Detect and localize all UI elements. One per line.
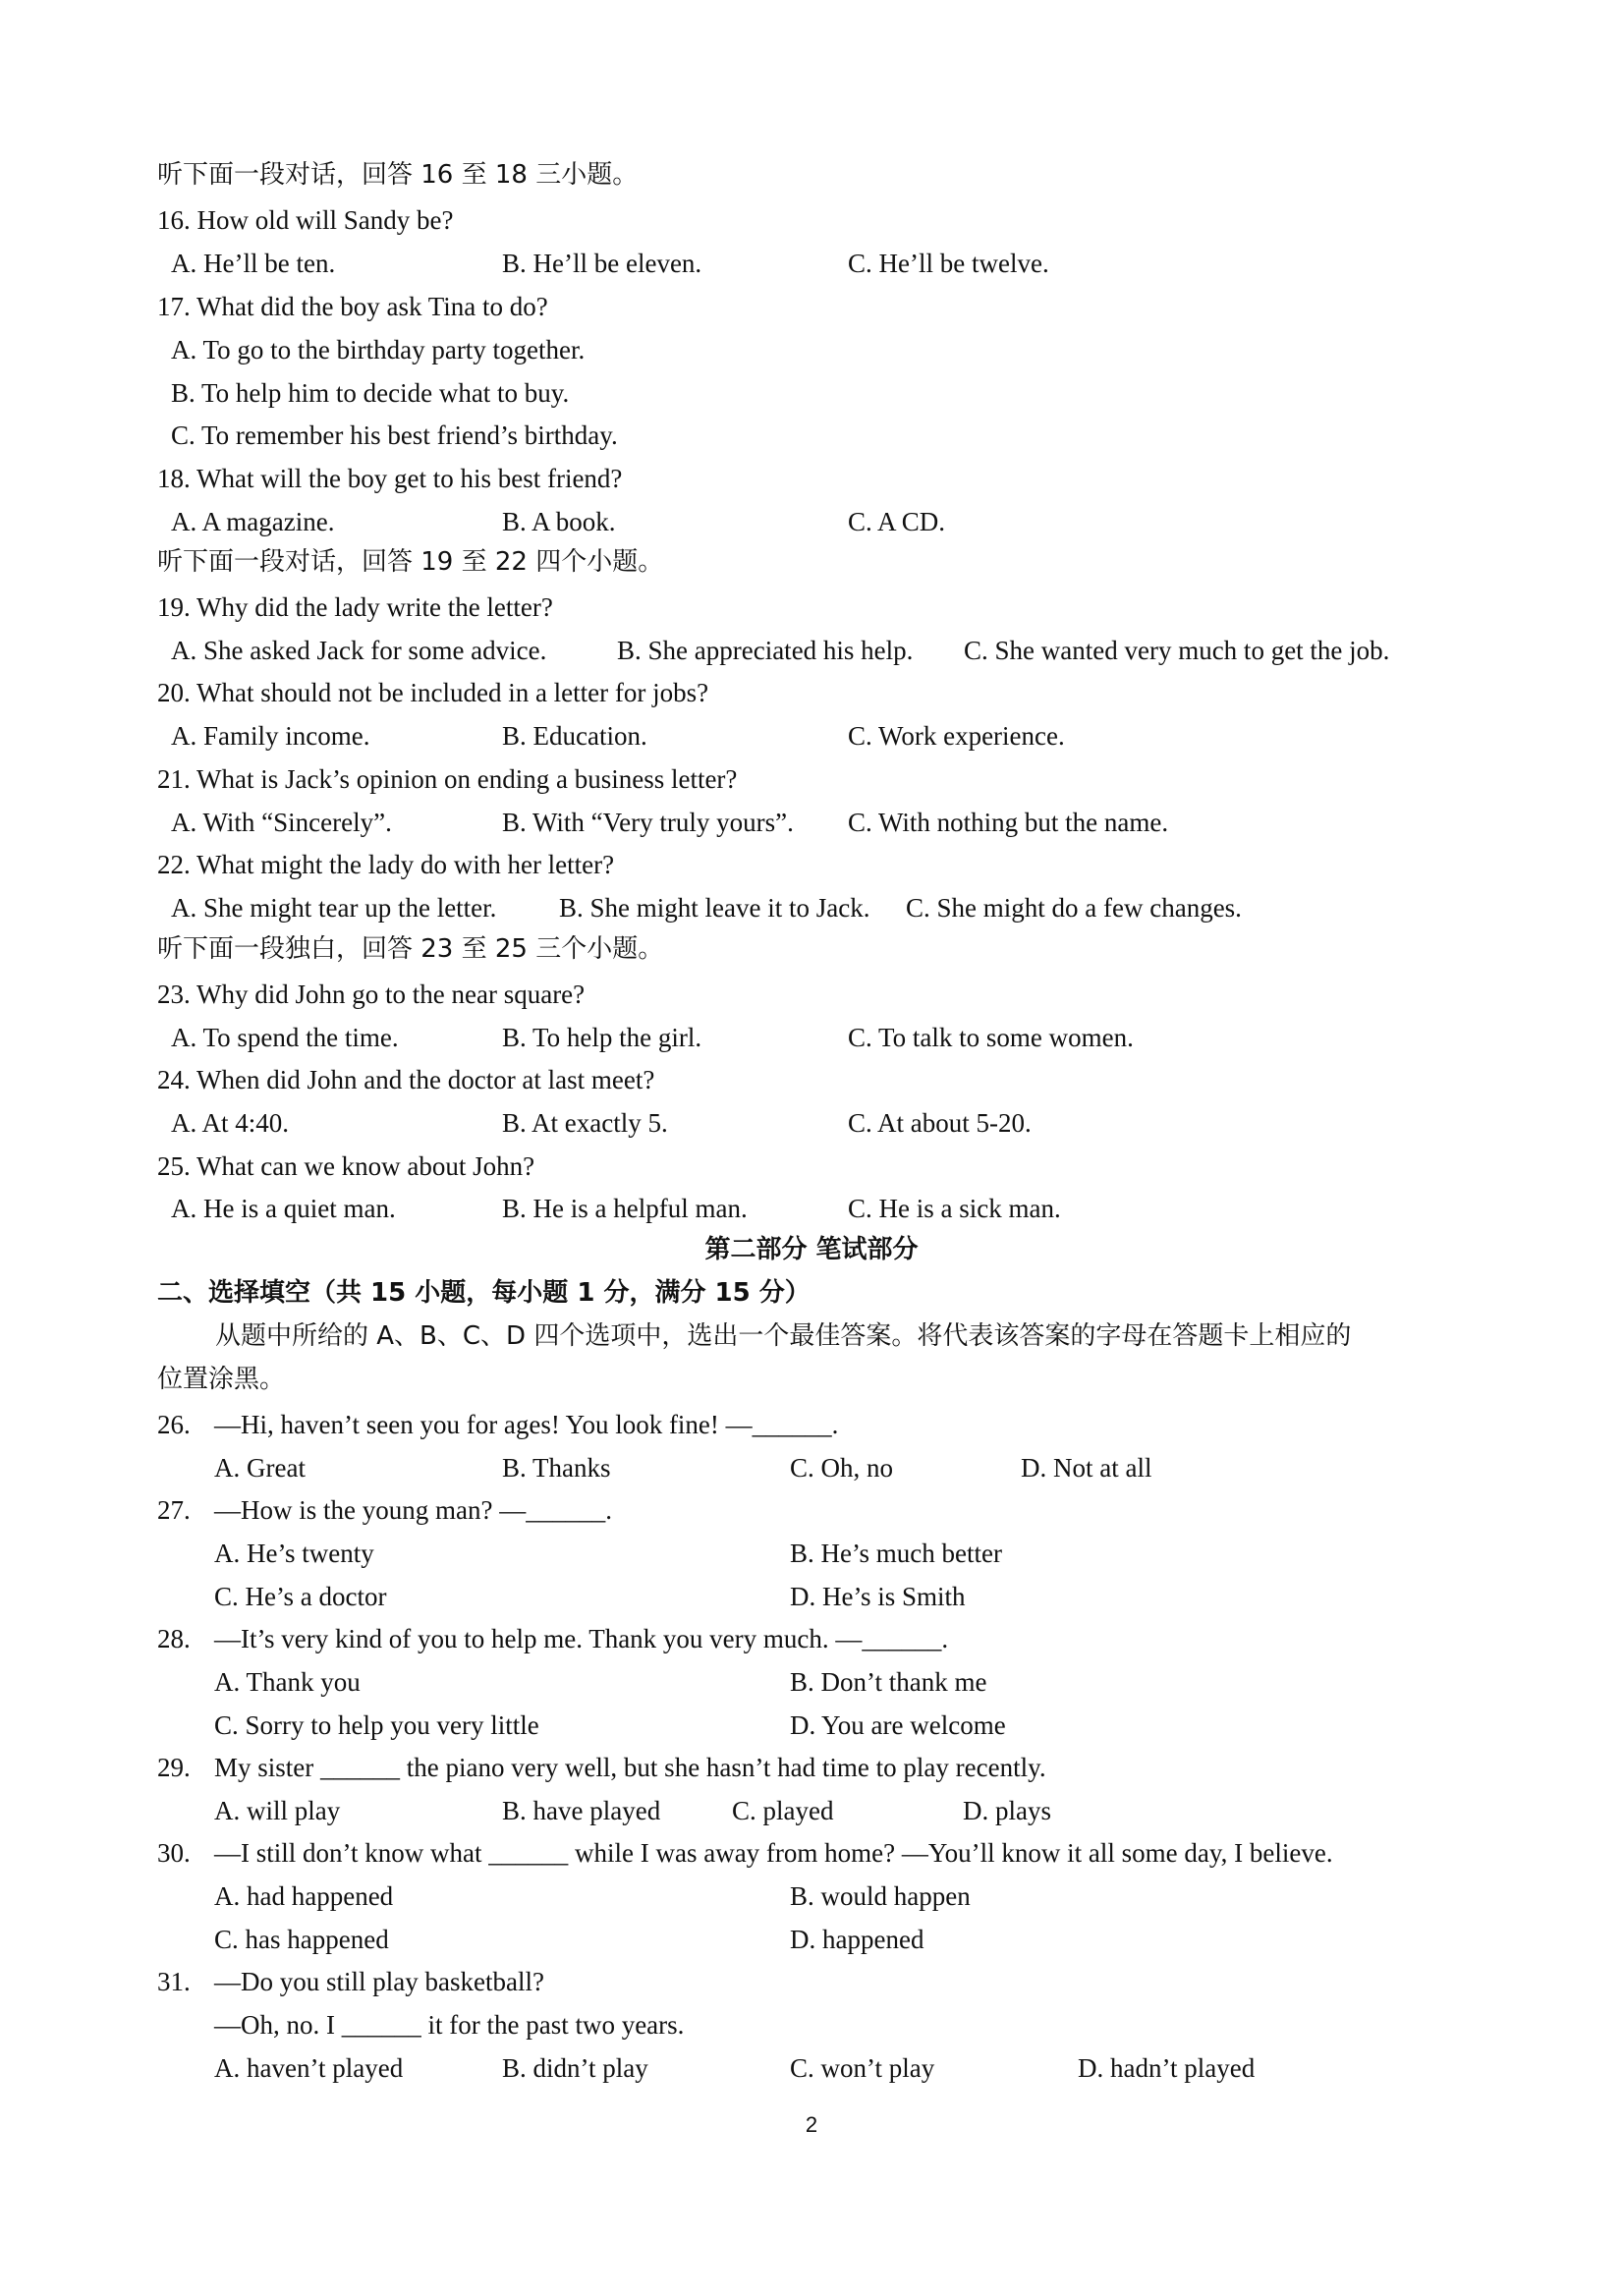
- question-29-number: 29.: [157, 1753, 191, 1782]
- question-20-stem: 20. What should not be included in a letter for jobs?: [157, 678, 709, 707]
- question-30-option-d: D. happened: [790, 1925, 924, 1954]
- question-28-option-d: D. You are welcome: [790, 1710, 1006, 1740]
- question-30-number: 30.: [157, 1838, 191, 1868]
- question-20-option-a: A. Family income.: [171, 721, 370, 751]
- question-31-option-c: C. won’t play: [790, 2053, 935, 2083]
- page-number: 2: [805, 2112, 818, 2137]
- question-30-stem: —I still don’t know what ______ while I was away from home? —You’ll know it all some day, I believe.: [214, 1838, 1333, 1868]
- question-31-stem-line1: —Do you still play basketball?: [214, 1967, 544, 1996]
- question-17-option-b: B. To help him to decide what to buy.: [171, 378, 570, 408]
- question-27-stem: —How is the young man? —______.: [214, 1495, 612, 1525]
- question-26-stem: —Hi, haven’t seen you for ages! You look fine! —______.: [214, 1410, 839, 1439]
- question-22-option-c: C. She might do a few changes.: [906, 893, 1242, 923]
- question-30-option-c: C. has happened: [214, 1925, 389, 1954]
- question-27-option-b: B. He’s much better: [790, 1539, 1002, 1568]
- question-16-option-b: B. He’ll be eleven.: [502, 249, 702, 278]
- question-28-number: 28.: [157, 1624, 191, 1653]
- question-29-option-a: A. will play: [214, 1796, 341, 1825]
- question-18-option-a: A. A magazine.: [171, 507, 335, 536]
- question-31-option-a: A. haven’t played: [214, 2053, 404, 2083]
- question-17-stem: 17. What did the boy ask Tina to do?: [157, 292, 548, 321]
- question-28-stem: —It’s very kind of you to help me. Thank you very much. —______.: [214, 1624, 949, 1653]
- question-21-stem: 21. What is Jack’s opinion on ending a business letter?: [157, 764, 738, 794]
- question-20-option-b: B. Education.: [502, 721, 647, 751]
- listening-intro-23-25: 听下面一段独白，回答 23 至 25 三个小题。: [157, 934, 664, 964]
- question-18-stem: 18. What will the boy get to his best friend?: [157, 464, 623, 493]
- question-19-option-c: C. She wanted very much to get the job.: [964, 636, 1390, 665]
- question-16-option-a: A. He’ll be ten.: [171, 249, 336, 278]
- question-26-option-b: B. Thanks: [502, 1453, 611, 1483]
- question-21-option-a: A. With “Sincerely”.: [171, 808, 392, 837]
- question-26-option-a: A. Great: [214, 1453, 306, 1483]
- question-17-option-c: C. To remember his best friend’s birthday.: [171, 420, 618, 450]
- question-21-option-b: B. With “Very truly yours”.: [502, 808, 794, 837]
- question-21-option-c: C. With nothing but the name.: [848, 808, 1169, 837]
- question-29-option-b: B. have played: [502, 1796, 661, 1825]
- question-25-stem: 25. What can we know about John?: [157, 1151, 535, 1181]
- question-26-option-d: D. Not at all: [1021, 1453, 1152, 1483]
- question-18-option-c: C. A CD.: [848, 507, 946, 536]
- question-23-option-b: B. To help the girl.: [502, 1023, 702, 1052]
- section-two-instructions-line1: 从题中所给的 A、B、C、D 四个选项中，选出一个最佳答案。将代表该答案的字母在答题卡上相应的: [215, 1321, 1352, 1351]
- question-31-option-b: B. didn’t play: [502, 2053, 648, 2083]
- question-16-stem: 16. How old will Sandy be?: [157, 205, 454, 235]
- question-23-option-c: C. To talk to some women.: [848, 1023, 1134, 1052]
- question-23-stem: 23. Why did John go to the near square?: [157, 980, 586, 1009]
- question-24-option-b: B. At exactly 5.: [502, 1108, 668, 1138]
- question-29-stem: My sister ______ the piano very well, but she hasn’t had time to play recently.: [214, 1753, 1046, 1782]
- question-24-stem: 24. When did John and the doctor at last meet?: [157, 1065, 655, 1094]
- question-18-option-b: B. A book.: [502, 507, 616, 536]
- question-30-option-b: B. would happen: [790, 1881, 971, 1911]
- question-24-option-c: C. At about 5-20.: [848, 1108, 1032, 1138]
- question-20-option-c: C. Work experience.: [848, 721, 1065, 751]
- question-19-option-b: B. She appreciated his help.: [617, 636, 914, 665]
- question-31-option-d: D. hadn’t played: [1078, 2053, 1256, 2083]
- listening-intro-19-22: 听下面一段对话，回答 19 至 22 四个小题。: [157, 547, 664, 577]
- question-25-option-c: C. He is a sick man.: [848, 1194, 1061, 1223]
- question-27-option-a: A. He’s twenty: [214, 1539, 374, 1568]
- question-22-option-a: A. She might tear up the letter.: [171, 893, 497, 923]
- section-two-heading: 二、选择填空（共 15 小题，每小题 1 分，满分 15 分）: [157, 1278, 811, 1308]
- question-17-option-a: A. To go to the birthday party together.: [171, 335, 586, 364]
- question-25-option-b: B. He is a helpful man.: [502, 1194, 748, 1223]
- question-22-stem: 22. What might the lady do with her letter?: [157, 850, 615, 879]
- question-19-option-a: A. She asked Jack for some advice.: [171, 636, 547, 665]
- question-28-option-a: A. Thank you: [214, 1667, 361, 1697]
- question-29-option-d: D. plays: [963, 1796, 1051, 1825]
- question-27-option-d: D. He’s is Smith: [790, 1582, 966, 1611]
- question-30-option-a: A. had happened: [214, 1881, 394, 1911]
- question-22-option-b: B. She might leave it to Jack.: [559, 893, 870, 923]
- question-26-option-c: C. Oh, no: [790, 1453, 894, 1483]
- section-two-instructions-line2: 位置涂黑。: [157, 1365, 286, 1394]
- listening-intro-16-18: 听下面一段对话，回答 16 至 18 三小题。: [157, 160, 639, 190]
- question-16-option-c: C. He’ll be twelve.: [848, 249, 1049, 278]
- question-26-number: 26.: [157, 1410, 191, 1439]
- question-19-stem: 19. Why did the lady write the letter?: [157, 592, 553, 622]
- question-28-option-c: C. Sorry to help you very little: [214, 1710, 539, 1740]
- question-28-option-b: B. Don’t thank me: [790, 1667, 987, 1697]
- part-two-title: 第二部分 笔试部分: [704, 1235, 919, 1264]
- question-27-option-c: C. He’s a doctor: [214, 1582, 387, 1611]
- question-31-number: 31.: [157, 1967, 191, 1996]
- question-24-option-a: A. At 4:40.: [171, 1108, 290, 1138]
- question-25-option-a: A. He is a quiet man.: [171, 1194, 396, 1223]
- question-29-option-c: C. played: [732, 1796, 834, 1825]
- question-27-number: 27.: [157, 1495, 191, 1525]
- question-31-stem-line2: —Oh, no. I ______ it for the past two years.: [214, 2010, 685, 2040]
- question-23-option-a: A. To spend the time.: [171, 1023, 399, 1052]
